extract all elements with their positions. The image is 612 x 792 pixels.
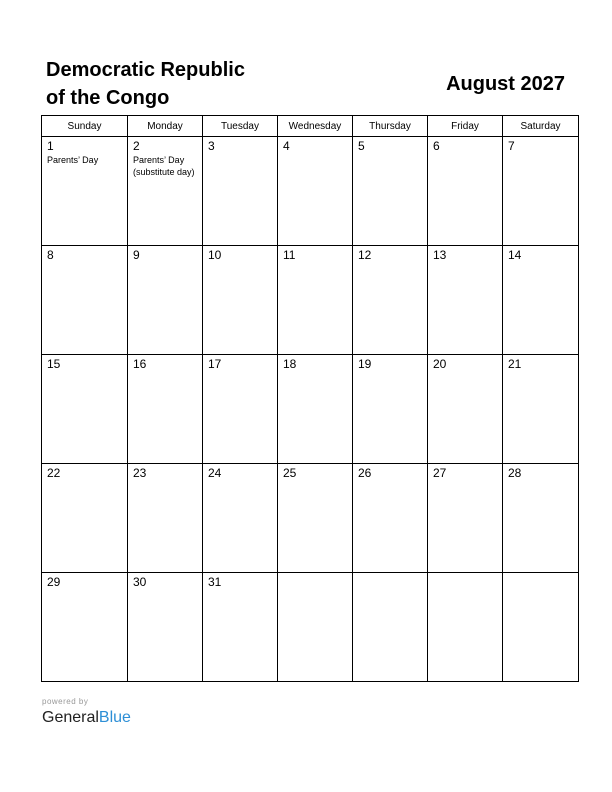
day-number: 16: [133, 357, 147, 371]
day-cell: [353, 246, 428, 355]
day-cell: [278, 573, 353, 682]
country-title-line1: Democratic Republic: [46, 59, 245, 81]
day-number: 7: [508, 139, 515, 153]
day-number: 17: [208, 357, 222, 371]
day-cell: [278, 355, 353, 464]
day-number: 2: [133, 139, 140, 153]
day-cell: [42, 355, 128, 464]
month-title: August 2027: [446, 73, 565, 95]
country-title-line2: of the Congo: [46, 87, 170, 109]
weekday-header: Monday: [128, 116, 203, 137]
day-cell: [428, 464, 503, 573]
day-cell: [42, 137, 128, 246]
day-number: 23: [133, 466, 147, 480]
calendar-grid: [41, 115, 579, 682]
week-row: [42, 137, 579, 246]
day-number: 3: [208, 139, 215, 153]
holiday-label: Parents’ Day (substitute day): [133, 155, 195, 177]
day-cell: [278, 464, 353, 573]
logo-text-blue: Blue: [98, 709, 131, 726]
weekday-header: Friday: [428, 116, 503, 137]
day-cell: [428, 137, 503, 246]
day-number: 6: [433, 139, 440, 153]
day-number: 18: [283, 357, 297, 371]
day-cell: [428, 355, 503, 464]
weekday-header-row: [42, 116, 579, 137]
day-number: 27: [433, 466, 447, 480]
day-cell: [503, 137, 579, 246]
week-row: [42, 464, 579, 573]
day-cell: [278, 137, 353, 246]
day-number: 8: [47, 248, 54, 262]
day-cell: [203, 137, 278, 246]
day-cell: [503, 464, 579, 573]
day-cell: [203, 573, 278, 682]
day-number: 22: [47, 466, 61, 480]
country-title: [46, 56, 306, 112]
week-row: [42, 246, 579, 355]
day-cell: [203, 246, 278, 355]
day-cell: [428, 246, 503, 355]
day-cell: [428, 573, 503, 682]
day-number: 10: [208, 248, 222, 262]
day-number: 20: [433, 357, 447, 371]
day-cell: [128, 137, 203, 246]
day-number: 9: [133, 248, 140, 262]
weekday-header: Thursday: [353, 116, 428, 137]
day-number: 19: [358, 357, 372, 371]
day-number: 26: [358, 466, 372, 480]
weekday-header: Saturday: [503, 116, 579, 137]
day-cell: [203, 464, 278, 573]
day-number: 28: [508, 466, 522, 480]
day-cell: [203, 355, 278, 464]
day-number: 1: [47, 139, 54, 153]
day-number: 13: [433, 248, 447, 262]
day-cell: [128, 573, 203, 682]
day-cell: [353, 573, 428, 682]
day-number: 12: [358, 248, 372, 262]
logo-text-general: General: [42, 709, 99, 726]
day-number: 30: [133, 575, 147, 589]
weekday-header: Sunday: [42, 116, 128, 137]
day-number: 4: [283, 139, 290, 153]
day-number: 31: [208, 575, 222, 589]
day-number: 29: [47, 575, 61, 589]
day-cell: [278, 246, 353, 355]
day-cell: [353, 464, 428, 573]
day-number: 25: [283, 466, 297, 480]
week-row: [42, 573, 579, 682]
day-number: 21: [508, 357, 522, 371]
day-cell: [503, 246, 579, 355]
day-number: 15: [47, 357, 61, 371]
weekday-header: Tuesday: [203, 116, 278, 137]
day-number: 24: [208, 466, 222, 480]
day-cell: [128, 355, 203, 464]
weekday-header: Wednesday: [278, 116, 353, 137]
generalblue-logo: [42, 708, 131, 728]
day-cell: [128, 246, 203, 355]
day-cell: [503, 355, 579, 464]
holiday-label: Parents’ Day: [47, 155, 99, 165]
day-cell: [503, 573, 579, 682]
day-cell: [42, 573, 128, 682]
day-cell: [353, 137, 428, 246]
day-cell: [128, 464, 203, 573]
day-cell: [353, 355, 428, 464]
day-cell: [42, 464, 128, 573]
day-number: 11: [283, 248, 296, 262]
day-number: 14: [508, 248, 522, 262]
footer-branding: [42, 697, 131, 728]
powered-by-text: powered by: [42, 697, 89, 706]
day-number: 5: [358, 139, 365, 153]
week-row: [42, 355, 579, 464]
day-cell: [42, 246, 128, 355]
